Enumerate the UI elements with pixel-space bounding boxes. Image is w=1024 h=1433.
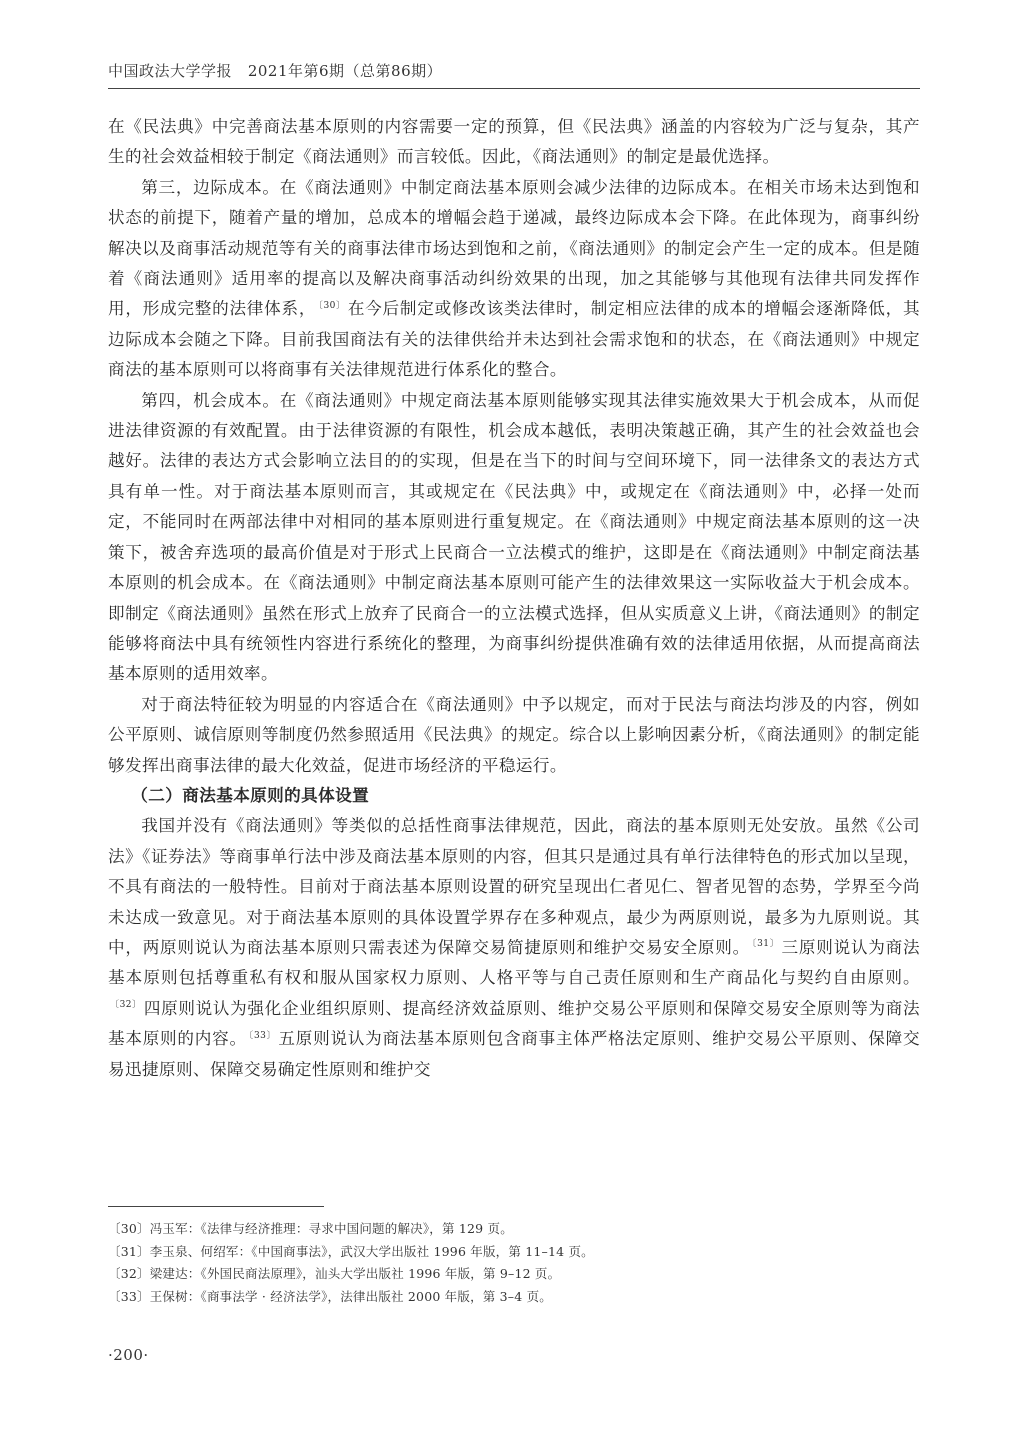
paragraph-2-text-b: 在今后制定或修改该类法律时，制定相应法律的成本的增幅会逐渐降低，其边际成本会随之下降。目前我国商法有关的法律供给并未达到社会需求饱和的状态，在《商法通则》中规定商法的基本原则可以将商事有关法律规范进行体系化的整合。 — [108, 299, 920, 380]
paragraph-3: 第四，机会成本。在《商法通则》中规定商法基本原则能够实现其法律实施效果大于机会成本，从而促进法律资源的有效配置。由于法律资源的有限性，机会成本越低，表明决策越正确，其产生的社会效益也会越好。法律的表达方式会影响立法目的的实现，但是在当下的时间与空间环境下，同一法律条文的表达方式具有单一性。对于商法基本原则而言，其或规定在《民法典》中，或规定在《商法通则》中，必择一处而定，不能同时在两部法律中对相同的基本原则进行重复规定。在《商法通则》中规定商法基本原则的这一决策下，被舍弃选项的最高价值是对于形式上民商合一立法模式的维护，这即是在《商法通则》中制定商法基本原则的机会成本。在《商法通则》中制定商法基本原则可能产生的法律效果这一实际收益大于机会成本。即制定《商法通则》虽然在形式上放弃了民商合一的立法模式选择，但从实质意义上讲，《商法通则》的制定能够将商法中具有统领性内容进行系统化的整理，为商事纠纷提供准确有效的法律适用依据，从而提高商法基本原则的适用效率。 — [108, 390, 920, 684]
running-header — [108, 60, 920, 81]
journal-name: 中国政法大学学报 — [108, 62, 233, 80]
header-divider — [108, 88, 920, 89]
issue-info: 2021年第6期（总第86期） — [247, 62, 443, 80]
paragraph-5 — [108, 811, 920, 1085]
footnotes — [108, 1218, 920, 1308]
footnote-divider — [108, 1206, 324, 1207]
paragraph-5-text-a: 我国并没有《商法通则》等类似的总括性商事法律规范，因此，商法的基本原则无处安放。虽然《公司法》《证券法》等商事单行法中涉及商法基本原则的内容，但其只是通过具有单行法律特色的形式加以呈现，不具有商法的一般特性。目前对于商法基本原则设置的研究呈现出仁者见仁、智者见智的态势，学界至今尚未达成一致意见。对于商法基本原则的具体设置学界存在多种观点，最少为两原则说，最多为九原则说。其中，两原则说认为商法基本原则只需表述为保障交易简捷原则和维护交易安全原则。 — [108, 816, 920, 957]
footnote-31: 〔31〕李玉泉、何绍军：《中国商事法》，武汉大学出版社 1996 年版，第 11–14 页。 — [108, 1243, 594, 1259]
paragraph-1: 在《民法典》中完善商法基本原则的内容需要一定的预算，但《民法典》涵盖的内容较为广泛与复杂，其产生的社会效益相较于制定《商法通则》而言较低。因此，《商法通则》的制定是最优选择。 — [108, 117, 920, 167]
paragraph-5-text-d: 五原则说认为商法基本原则包含商事主体严格法定原则、维护交易公平原则、保障交易迅捷原则、保障交易确定性原则和维护交 — [108, 1029, 920, 1079]
footnote-ref-33[interactable]: 〔33〕 — [248, 1030, 277, 1041]
section-heading: （二）商法基本原则的具体设置 — [131, 785, 370, 805]
page-number: ·200· — [108, 1346, 149, 1364]
paragraph-2 — [108, 173, 920, 386]
footnote-ref-31[interactable]: 〔31〕 — [751, 939, 780, 950]
paragraph-5-text-c: 四原则说认为强化企业组织原则、提高经济效益原则、维护交易公平原则和保障交易安全原则等为商法基本原则的内容。 — [108, 998, 920, 1049]
paragraph-2-text-a: 第三，边际成本。在《商法通则》中制定商法基本原则会减少法律的边际成本。在相关市场未达到饱和状态的前提下，随着产量的增加，总成本的增幅会趋于递减，最终边际成本会下降。在此体现为，商事纠纷解决以及商事活动规范等有关的商事法律市场达到饱和之前，《商法通则》的制定会产生一定的成本。但是随着《商法通则》适用率的提高以及解决商事活动纠纷效果的出现，加之其能够与其他现有法律共同发挥作用，形成完整的法律体系， — [108, 177, 920, 319]
paragraph-4: 对于商法特征较为明显的内容适合在《商法通则》中予以规定，而对于民法与商法均涉及的内容，例如公平原则、诚信原则等制度仍然参照适用《民法典》的规定。综合以上影响因素分析，《商法通则》的制定能够发挥出商事法律的最大化效益，促进市场经济的平稳运行。 — [108, 694, 920, 775]
footnote-32: 〔32〕梁建达：《外国民商法原理》，汕头大学出版社 1996 年版，第 9–12 页。 — [108, 1266, 561, 1281]
main-text — [108, 112, 920, 1085]
footnote-ref-30[interactable]: 〔30〕 — [318, 300, 346, 311]
footnote-33: 〔33〕王保树：《商事法学 · 经济法学》，法律出版社 2000 年版，第 3–4 页。 — [108, 1288, 552, 1304]
paragraph-5-text-b: 三原则说认为商法基本原则包括尊重私有权和服从国家权力原则、人格平等与自己责任原则和生产商品化与契约自由原则。 — [108, 937, 920, 988]
footnote-30: 〔30〕冯玉军：《法律与经济推理：寻求中国问题的解决》，第 129 页。 — [108, 1221, 513, 1236]
footnote-ref-32[interactable]: 〔32〕 — [110, 1000, 142, 1011]
